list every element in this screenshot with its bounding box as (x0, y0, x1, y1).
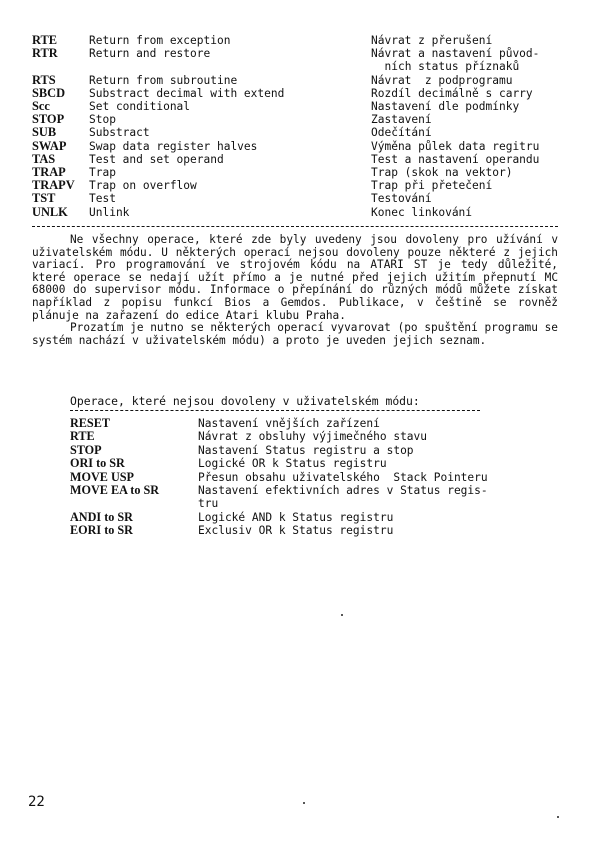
instruction-czech: Zastavení (371, 113, 432, 127)
instruction-mnemonic: SWAP (32, 138, 67, 153)
instruction-row (32, 74, 580, 87)
restricted-ops-table-body (70, 417, 560, 538)
restricted-op-row (70, 484, 560, 511)
restricted-op-description: Přesun obsahu uživatelského Stack Pointeru (198, 470, 488, 484)
instruction-mnemonic: SUB (32, 125, 57, 140)
instruction-row (32, 179, 580, 192)
restricted-op-mnemonic: STOP (70, 442, 102, 457)
instruction-czech: Test a nastavení operandu (371, 152, 540, 166)
restricted-op-row (70, 457, 560, 470)
restricted-op-row (70, 511, 560, 524)
paragraph: Prozatím je nutno se některých operací vyvarovat (po spuštění programu se systém nachází v uživatelském módu) a proto je uveden jejich seznam. (32, 321, 558, 347)
instruction-english: Test (89, 192, 116, 206)
restricted-op-description: Nastavení Status registru a stop (198, 443, 414, 457)
instruction-english: Swap data register halves (89, 139, 258, 153)
speck (341, 614, 343, 616)
instruction-czech: Návrat z přerušení (371, 34, 493, 47)
body-text (32, 234, 558, 347)
restricted-op-mnemonic: EORI to SR (70, 523, 133, 538)
section-divider (32, 226, 558, 227)
instruction-row (32, 192, 580, 205)
restricted-op-row (70, 430, 560, 443)
restricted-ops-table (70, 417, 560, 538)
instruction-row (32, 140, 580, 153)
restricted-op-description: Exclusiv OR k Status registru (198, 524, 394, 538)
instruction-row (32, 100, 580, 113)
instruction-mnemonic: TRAPV (32, 178, 75, 193)
instruction-row (32, 47, 580, 73)
instruction-czech: Výměna půlek data regitru (371, 139, 540, 153)
restricted-op-description: Nastavení vnějších zařízení (198, 417, 380, 430)
instruction-mnemonic: RTR (32, 46, 58, 61)
instruction-english: Return from exception (89, 34, 231, 47)
instruction-czech: Návrat a nastavení původ- ních status příznaků (371, 47, 540, 74)
restricted-op-mnemonic: RESET (70, 416, 110, 430)
instruction-mnemonic: STOP (32, 112, 65, 127)
restricted-op-mnemonic: MOVE USP (70, 469, 134, 484)
instruction-mnemonic: UNLK (32, 204, 68, 219)
paragraph: Ne všechny operace, které zde byly uvedeny jsou dovoleny pro užívání v uživatelském módu. U některých operací nejsou dovoleny pouze některé z jejich variací. Pro programování ve strojovém kódu na ATARI ST je tedy důležité, které operace se nedají užít přímo a je nutné před jejich užitím přepnutí MC 68000 do supervisor módu. Informace o přepínání do různých módů můžete získat například z popisu funkcí Bios a Gemdos. Publikace, v češtině se rovněž plánuje na zařazení do edice Atari klubu Praha. (32, 233, 558, 322)
instruction-table (32, 34, 580, 219)
instruction-czech: Rozdíl decimálně s carry (371, 86, 533, 100)
page-number: 22 (28, 794, 45, 810)
instruction-table-body (32, 34, 580, 219)
instruction-mnemonic: RTE (32, 33, 58, 47)
instruction-row (32, 206, 580, 219)
instruction-mnemonic: SBCD (32, 85, 66, 100)
instruction-english: Trap (89, 166, 116, 180)
section-title-underline (70, 410, 480, 411)
restricted-op-mnemonic: MOVE EA to SR (70, 483, 160, 498)
instruction-english: Return and restore (89, 47, 211, 61)
section-title: Operace, které nejsou dovoleny v uživatelském módu: (70, 394, 420, 408)
restricted-op-description: Návrat z obsluhy výjimečného stavu (198, 430, 428, 444)
instruction-english: Unlink (89, 205, 130, 219)
restricted-op-description: Logické AND k Status registru (198, 510, 394, 524)
restricted-op-mnemonic: ORI to SR (70, 456, 125, 471)
instruction-mnemonic: RTS (32, 72, 56, 87)
restricted-op-row (70, 524, 560, 537)
instruction-row (32, 34, 580, 47)
instruction-row (32, 153, 580, 166)
restricted-op-mnemonic: ANDI to SR (70, 509, 133, 524)
restricted-op-description: Logické OR k Status registru (198, 457, 387, 471)
instruction-row (32, 166, 580, 179)
instruction-czech: Návrat z podprogramu (371, 73, 513, 87)
instruction-english: Trap on overflow (89, 179, 197, 193)
speck (303, 802, 305, 804)
speck (557, 816, 559, 818)
instruction-english: Stop (89, 113, 116, 127)
instruction-czech: Konec linkování (371, 205, 473, 219)
instruction-czech: Odečítání (371, 126, 432, 140)
restricted-op-row (70, 417, 560, 430)
instruction-mnemonic: TRAP (32, 165, 66, 180)
instruction-row (32, 113, 580, 126)
instruction-czech: Trap při přetečení (371, 179, 493, 193)
instruction-mnemonic: TAS (32, 151, 56, 166)
instruction-czech: Trap (skok na vektor) (371, 166, 513, 180)
instruction-english: Substract decimal with extend (89, 86, 285, 100)
restricted-op-row (70, 444, 560, 457)
instruction-english: Substract (89, 126, 150, 140)
instruction-mnemonic: TST (32, 191, 56, 206)
instruction-english: Return from subroutine (89, 73, 238, 87)
restricted-op-mnemonic: RTE (70, 429, 95, 444)
instruction-english: Set conditional (89, 100, 191, 114)
instruction-row (32, 126, 580, 139)
instruction-mnemonic: Scc (32, 99, 50, 114)
instruction-english: Test and set operand (89, 152, 224, 166)
instruction-row (32, 87, 580, 100)
instruction-czech: Testování (371, 192, 432, 206)
restricted-op-row (70, 471, 560, 484)
instruction-czech: Nastavení dle podmínky (371, 100, 520, 114)
restricted-op-description: Nastavení efektivních adres v Status regis- tru (198, 484, 488, 511)
